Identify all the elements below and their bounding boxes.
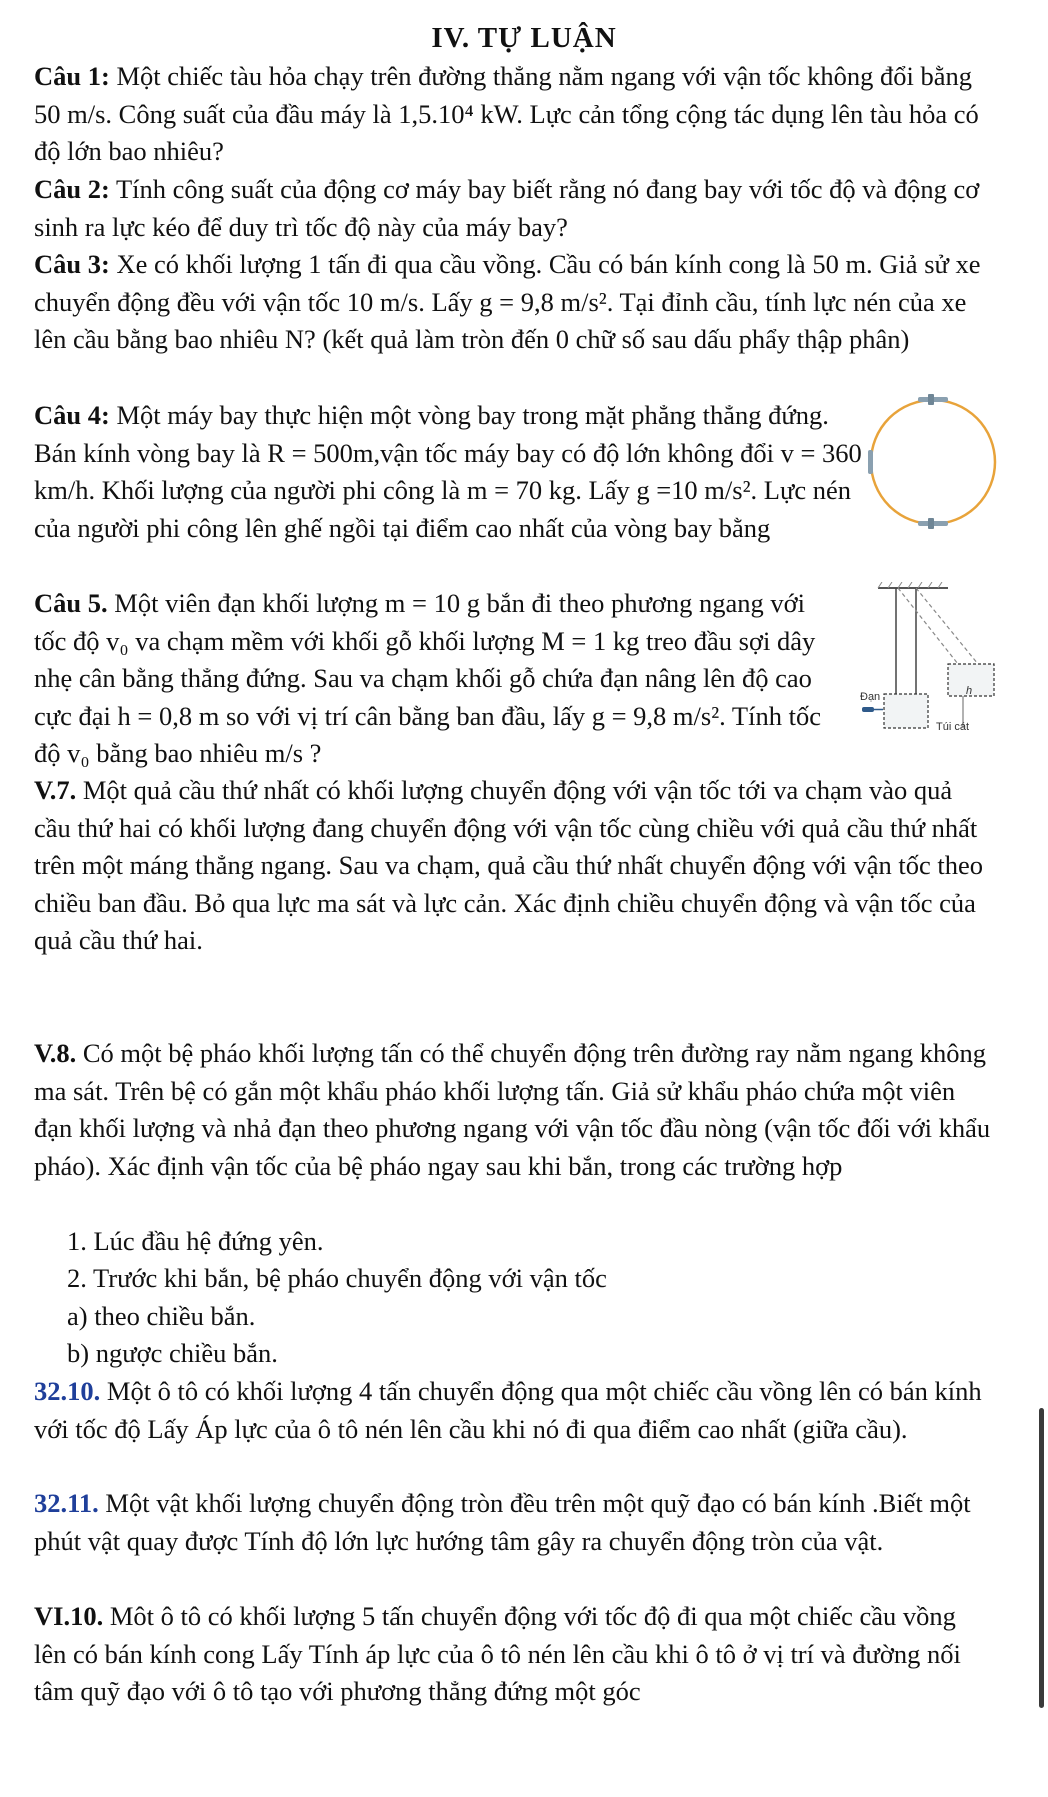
question-vi10-label: VI.10. <box>34 1601 104 1631</box>
section-title: IV. TỰ LUẬN <box>431 22 617 54</box>
ceiling-support <box>878 582 948 588</box>
question-1-text: Một chiếc tàu hỏa chạy trên đường thẳng nằm ngang với vận tốc không đổi bằng 50 m/s. Công suất của đầu máy là 1,5.10⁴ kW. Lực cản tổng cộng tác dụng lên tàu hỏa có độ lớn bao nhiêu? <box>34 61 979 166</box>
question-3-text: Xe có khối lượng 1 tấn đi qua cầu vồng. Cầu có bán kính cong là 50 m. Giả sử xe chuyển động đều với vận tốc 10 m/s. Lấy g = 9,8 m/s². Tại đỉnh cầu, tính lực nén của xe lên cầu bằng bao nhiêu N? (kết quả làm tròn đến 0 chữ số sau dấu phẩy thập phân) <box>34 249 981 354</box>
question-32-10-label: 32.10. <box>34 1376 101 1406</box>
v8-item-b: b) ngược chiều bắn. <box>67 1338 278 1368</box>
v8-item-a: a) theo chiều bắn. <box>67 1301 256 1331</box>
label-h: h <box>966 685 973 697</box>
airplane-top-icon <box>918 394 948 405</box>
question-v7-label: V.7. <box>34 775 77 805</box>
question-5-text: Một viên đạn khối lượng m = 10 g bắn đi theo phương ngang với tốc độ v₀ va chạm mềm với khối gỗ khối lượng M = 1 kg treo đầu sợi dây nhẹ cân bằng thẳng đứng. Sau va chạm khối gỗ chứa đạn nâng lên độ cao cực đại h = 0,8 m so với vị trí cân bằng ban đầu, lấy g = 9,8 m/s². Tính tốc độ v₀ bằng bao nhiêu m/s ? <box>34 588 821 768</box>
question-32-10 <box>34 1373 994 1448</box>
question-3 <box>34 246 994 359</box>
question-4-label: Câu 4: <box>34 400 110 430</box>
question-4-text: Một máy bay thực hiện một vòng bay trong mặt phẳng thẳng đứng. Bán kính vòng bay là R = 500m,vận tốc máy bay có độ lớn không đổi v = 360 km/h. Khối lượng của người phi công là m = 70 kg. Lấy g =10 m/s². Lực nén của người phi công lên ghế ngồi tại điểm cao nhất của vòng bay bằng <box>34 400 862 543</box>
question-vi10 <box>34 1598 994 1711</box>
question-32-10-text: Một ô tô có khối lượng 4 tấn chuyển động qua một chiếc cầu vồng lên có bán kính với tốc độ Lấy Áp lực của ô tô nén lên cầu khi nó đi qua điểm cao nhất (giữa cầu). <box>34 1376 982 1444</box>
question-v7-text: Một quả cầu thứ nhất có khối lượng chuyển động với vận tốc tới va chạm vào quả cầu thứ hai có khối lượng đang chuyển động với vận tốc cùng chiều với quả cầu thứ nhất trên một máng thẳng ngang. Sau va chạm, quả cầu thứ nhất chuyển động với vận tốc theo chiều ban đầu. Bỏ qua lực ma sát và lực cản. Xác định chiều chuyển động và vận tốc của quả cầu thứ hai. <box>34 775 984 955</box>
string-swung-2 <box>916 588 978 664</box>
airplane-left-icon <box>868 450 873 474</box>
question-32-11-label: 32.11. <box>34 1488 99 1518</box>
question-v8-text: Có một bệ pháo khối lượng tấn có thể chuyển động trên đường ray nằm ngang không ma sát. Trên bệ có gắn một khẩu pháo khối lượng tấn. Giả sử khẩu pháo chứa một viên đạn khối lượng và nhả đạn theo phương ngang với vận tốc đầu nòng (vận tốc đối với khẩu pháo). Xác định vận tốc của bệ pháo ngay sau khi bắn, trong các trường hợp <box>34 1038 991 1181</box>
question-1 <box>34 58 994 171</box>
label-tui-cat: Túi cát <box>936 721 970 733</box>
question-v7 <box>34 772 994 960</box>
question-4 <box>34 397 874 547</box>
question-5 <box>34 585 834 773</box>
question-2-text: Tính công suất của động cơ máy bay biết rằng nó đang bay với tốc độ và động cơ sinh ra lực kéo để duy trì tốc độ này của máy bay? <box>34 174 980 242</box>
string-swung <box>898 588 958 664</box>
loop-flight-diagram <box>858 390 1008 530</box>
sandbag-rest <box>884 694 928 728</box>
ballistic-pendulum-diagram <box>808 582 1008 737</box>
question-2-label: Câu 2: <box>34 174 110 204</box>
question-vi10-text: Môt ô tô có khối lượng 5 tấn chuyển động với tốc độ đi qua một chiếc cầu vồng lên có bán kính cong Lấy Tính áp lực của ô tô nén lên cầu khi ô tô ở vị trí và đường nối tâm quỹ đạo với ô tô tạo với phương thẳng đứng một góc <box>34 1601 961 1706</box>
question-5-label: Câu 5. <box>34 588 108 618</box>
question-v8 <box>34 1035 994 1185</box>
bullet-icon <box>862 707 874 712</box>
v8-item-1: 1. Lúc đầu hệ đứng yên. <box>67 1226 324 1256</box>
question-32-11-text: Một vật khối lượng chuyển động tròn đều trên một quỹ đạo có bán kính .Biết một phút vật quay được Tính độ lớn lực hướng tâm gây ra chuyển động tròn của vật. <box>34 1488 971 1556</box>
question-32-11 <box>34 1485 994 1560</box>
question-2 <box>34 171 994 246</box>
loop-path <box>871 400 995 524</box>
v8-item-2: 2. Trước khi bắn, bệ pháo chuyển động với vận tốc <box>67 1263 607 1293</box>
question-3-label: Câu 3: <box>34 249 110 279</box>
scrollbar[interactable] <box>1039 1408 1044 1708</box>
airplane-bottom-icon <box>918 518 948 529</box>
label-dan: Đạn <box>860 691 881 703</box>
question-1-label: Câu 1: <box>34 61 110 91</box>
question-v8-label: V.8. <box>34 1038 77 1068</box>
